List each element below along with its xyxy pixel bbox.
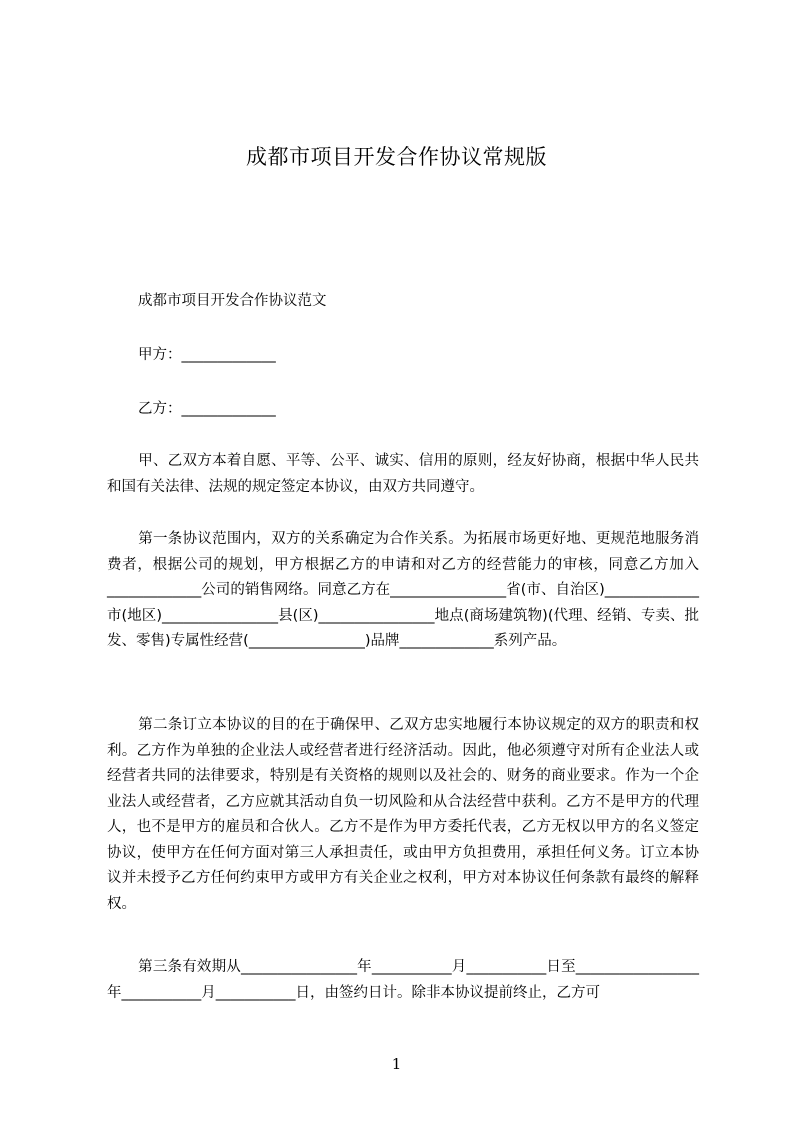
article-3-paragraph (107, 955, 699, 1006)
party-b-line: 乙方：_____________ (138, 401, 276, 417)
article-2-text: 第二条订立本协议的目的在于确保甲、乙双方忠实地履行本协议规定的双方的职责和权利。乙方作为单独的企业法人或经营者进行经济活动。因此，他必须遵守对所有企业法人或经营者共同的法律要求，特别是有关资格的规则以及社会的、财务的商业要求。作为一个企业法人或经营者，乙方应就其活动自负一切风险和从合法经营中获利。乙方不是甲方的代理人，也不是甲方的雇员和合伙人。乙方不是作为甲方委托代表，乙方无权以甲方的名义签定协议，使甲方在任何方面对第三人承担责任，或由甲方负担费用，承担任何义务。订立本协议并未授予乙方任何约束甲方或甲方有关企业之权利，甲方对本协议任何条款有最终的解释权。 (107, 717, 699, 912)
document-subtitle: 成都市项目开发合作协议范文 (138, 293, 327, 309)
article-3-text: 第三条有效期从________________年___________月___________日至_________________年___________月___________日，由签约日计。除非本协议提前终止，乙方可 (107, 959, 699, 1001)
article-1-paragraph (107, 527, 699, 655)
document-title: 成都市项目开发合作协议常规版 (246, 145, 547, 169)
page-number: 1 (391, 1055, 402, 1073)
intro-paragraph (107, 449, 699, 500)
article-2-paragraph (107, 713, 699, 917)
party-a-line: 甲方：_____________ (138, 347, 276, 363)
article-1-text: 第一条协议范围内，双方的关系确定为合作关系。为拓展市场更好地、更规范地服务消费者，根据公司的规划，甲方根据乙方的申请和对乙方的经营能力的审核，同意乙方加入_____________公司的销售网络。同意乙方在________________省(市、自治区)_____________市(地区)________________县(区)________________地点(商场建筑物)(代理、经销、专卖、批发、零售)专属性经营(________________)品牌_____________系列产品。 (107, 531, 699, 649)
intro-text: 甲、乙双方本着自愿、平等、公平、诚实、信用的原则，经友好协商，根据中华人民共和国有关法律、法规的规定签定本协议，由双方共同遵守。 (107, 453, 699, 495)
